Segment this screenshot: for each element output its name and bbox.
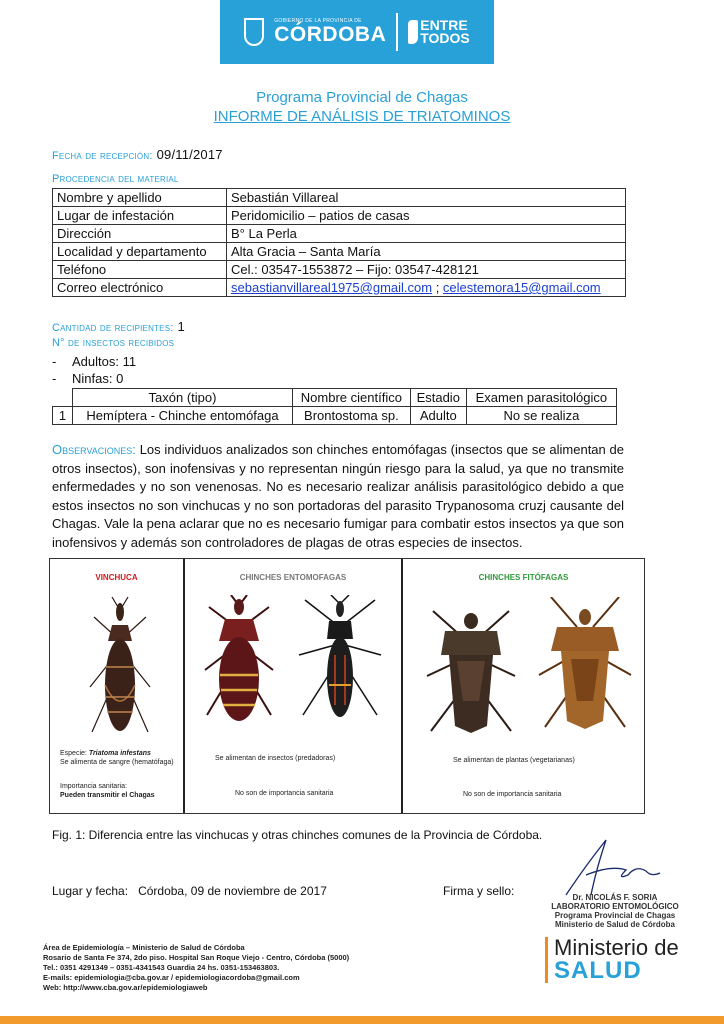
fitofagas-alimento: Se alimentan de plantas (vegetarianas) <box>453 757 575 764</box>
bullet-dash: - <box>52 371 57 386</box>
scientific-name-cell: Brontostoma sp. <box>293 407 411 425</box>
stamp-line: LABORATORIO ENTOMOLÓGICO <box>551 902 679 911</box>
email-link-2[interactable]: celestemora15@gmail.com <box>442 280 601 295</box>
table-row <box>53 225 626 243</box>
insectos-label: N° de insectos recibidos <box>52 337 175 349</box>
bullet-dash: - <box>52 354 57 369</box>
banner-divider <box>396 13 398 51</box>
recipientes <box>52 319 185 334</box>
ninfas-text: Ninfas: 0 <box>72 371 124 386</box>
fitofagas-importancia: No son de importancia sanitaria <box>463 791 562 798</box>
column-header: Nombre científico <box>293 389 411 407</box>
recipientes-label: Cantidad de recipientes: <box>52 322 174 334</box>
info-value <box>227 279 626 297</box>
ninfas-item <box>52 371 123 386</box>
info-key: Correo electrónico <box>53 279 227 297</box>
footer-line: Área de Epidemiología – Ministerio de Salud de Córdoba <box>43 943 245 952</box>
crest-icon <box>244 18 264 46</box>
observaciones-text: Los individuos analizados son chinches entomófagas (insectos que se alimentan de otros insectos), son inofensivas y no representan ningún riesgo para la salud, ya que no transmite enfermedades y no son venenosas. No es necesario realizar análisis parasitológico debido a que estos insectos no son vinchucas y no son portadoras del parasito Trypanosoma cruzj causante del Chagas. Vale la pena aclarar que no es necesario fumigar para combatir estos insectos ya que son inofensivos y además son controladores de plagas de otras especies de insectos. <box>52 442 624 550</box>
stamp-line: Ministerio de Salud de Córdoba <box>554 920 675 929</box>
table-header-row <box>53 389 617 407</box>
salud-text: SALUD <box>554 957 642 984</box>
importancia-label: Importancia sanitaria: <box>60 783 127 790</box>
footer-line: E-mails: epidemiologia@cba.gov.ar / epidemiologiacordoba@gmail.com <box>43 973 300 982</box>
info-key: Localidad y departamento <box>53 243 227 261</box>
firma-label: Firma y sello: <box>443 884 515 898</box>
observaciones-label: Observaciones: <box>52 442 136 457</box>
footer-bar <box>0 1016 724 1024</box>
especie-line <box>60 750 151 757</box>
table-row <box>53 279 626 297</box>
footer-line: Web: http://www.cba.gov.ar/epidemiologiaweb <box>43 983 208 992</box>
entre-text: ENTRE <box>420 16 468 33</box>
panel-entomofagas <box>185 559 403 813</box>
email-separator: ; <box>432 280 443 295</box>
taxon-table <box>52 388 617 425</box>
row-number: 1 <box>53 407 73 425</box>
procedencia-label: Procedencia del material <box>52 173 179 185</box>
panel-vinchuca <box>50 559 185 813</box>
adultos-item <box>52 354 136 369</box>
vinchuca-insect-image <box>88 597 152 747</box>
adultos-text: Adultos: 11 <box>72 354 137 369</box>
info-key: Lugar de infestación <box>53 207 227 225</box>
entomofagas-importancia: No son de importancia sanitaria <box>235 790 334 797</box>
fitofaga-insect-image-2 <box>535 597 635 737</box>
info-key: Nombre y apellido <box>53 189 227 207</box>
info-value: B° La Perla <box>227 225 626 243</box>
panel-title: VINCHUCA <box>95 573 138 582</box>
empty-header-cell <box>53 389 73 407</box>
column-header: Taxón (tipo) <box>73 389 293 407</box>
especie-value: Triatoma infestans <box>88 750 151 757</box>
info-value: Cel.: 03547-1553872 – Fijo: 03547-428121 <box>227 261 626 279</box>
table-row <box>53 407 617 425</box>
stage-cell: Adulto <box>410 407 466 425</box>
stamp-line: Programa Provincial de Chagas <box>554 911 676 920</box>
info-value: Peridomicilio – patios de casas <box>227 207 626 225</box>
observaciones <box>52 441 624 552</box>
lugar-fecha <box>52 884 327 898</box>
footer-contact <box>43 943 349 993</box>
column-header: Examen parasitológico <box>466 389 616 407</box>
entomofagas-alimento: Se alimentan de insectos (predadoras) <box>215 755 336 762</box>
logo-accent-bar <box>545 937 548 983</box>
entomofaga-insect-image-2 <box>295 595 385 725</box>
table-row <box>53 189 626 207</box>
gov-small-text: GOBIERNO DE LA PROVINCIA DE <box>274 18 362 24</box>
ministerio-salud-logo <box>545 937 679 983</box>
todos-text: TODOS <box>420 30 470 46</box>
info-value: Alta Gracia – Santa María <box>227 243 626 261</box>
comparison-figure <box>49 558 645 814</box>
table-row <box>53 261 626 279</box>
panel-fitofagas <box>403 559 644 813</box>
taxon-cell: Hemíptera - Chinche entomófaga <box>73 407 293 425</box>
ministerio-text: Ministerio de <box>554 935 679 960</box>
entomofaga-insect-image-1 <box>199 595 279 735</box>
vinchuca-alimento: Se alimenta de sangre (hematófaga) <box>60 759 174 766</box>
panel-title: CHINCHES ENTOMOFAGAS <box>239 573 347 582</box>
report-title: INFORME DE ANÁLISIS DE TRIATOMINOS <box>213 108 511 125</box>
importancia-value: Pueden transmitir el Chagas <box>60 792 155 799</box>
table-row <box>53 243 626 261</box>
especie-label: Especie: <box>60 750 87 757</box>
lugar-fecha-value: Córdoba, 09 de noviembre de 2017 <box>138 884 327 898</box>
exam-cell: No se realiza <box>466 407 616 425</box>
footer-line: Tel.: 0351 4291349 – 0351-4341543 Guardia 24 hs. 0351-153463803. <box>43 963 280 972</box>
program-title: Programa Provincial de Chagas <box>256 89 468 106</box>
reception-date <box>52 147 223 162</box>
stamp-line: Dr. NICOLÁS F. SORIA <box>572 893 658 902</box>
header-banner <box>220 0 494 64</box>
info-table <box>52 188 626 297</box>
table-row <box>53 207 626 225</box>
panel-title: CHINCHES FITÓFAGAS <box>478 573 569 582</box>
info-value: Sebastián Villareal <box>227 189 626 207</box>
column-header: Estadio <box>410 389 466 407</box>
reception-date-label: Fecha de recepción: <box>52 150 153 162</box>
info-key: Dirección <box>53 225 227 243</box>
entre-todos-logo <box>408 16 470 46</box>
lugar-fecha-label: Lugar y fecha: <box>52 884 129 898</box>
recipientes-value: 1 <box>177 319 185 334</box>
signature-stamp <box>540 893 690 929</box>
province-map-icon <box>408 20 418 44</box>
fitofaga-insect-image-1 <box>421 601 521 741</box>
footer-line: Rosario de Santa Fe 374, 2do piso. Hospital San Roque Viejo - Centro, Córdoba (5000) <box>43 953 350 962</box>
reception-date-value: 09/11/2017 <box>156 147 223 162</box>
gov-big-text: CÓRDOBA <box>274 23 387 46</box>
figure-caption: Fig. 1: Diferencia entre las vinchucas y otras chinches comunes de la Provincia de Córdoba. <box>52 828 543 842</box>
info-key: Teléfono <box>53 261 227 279</box>
gov-logo <box>274 19 386 45</box>
email-link-1[interactable]: sebastianvillareal1975@gmail.com <box>231 280 433 295</box>
